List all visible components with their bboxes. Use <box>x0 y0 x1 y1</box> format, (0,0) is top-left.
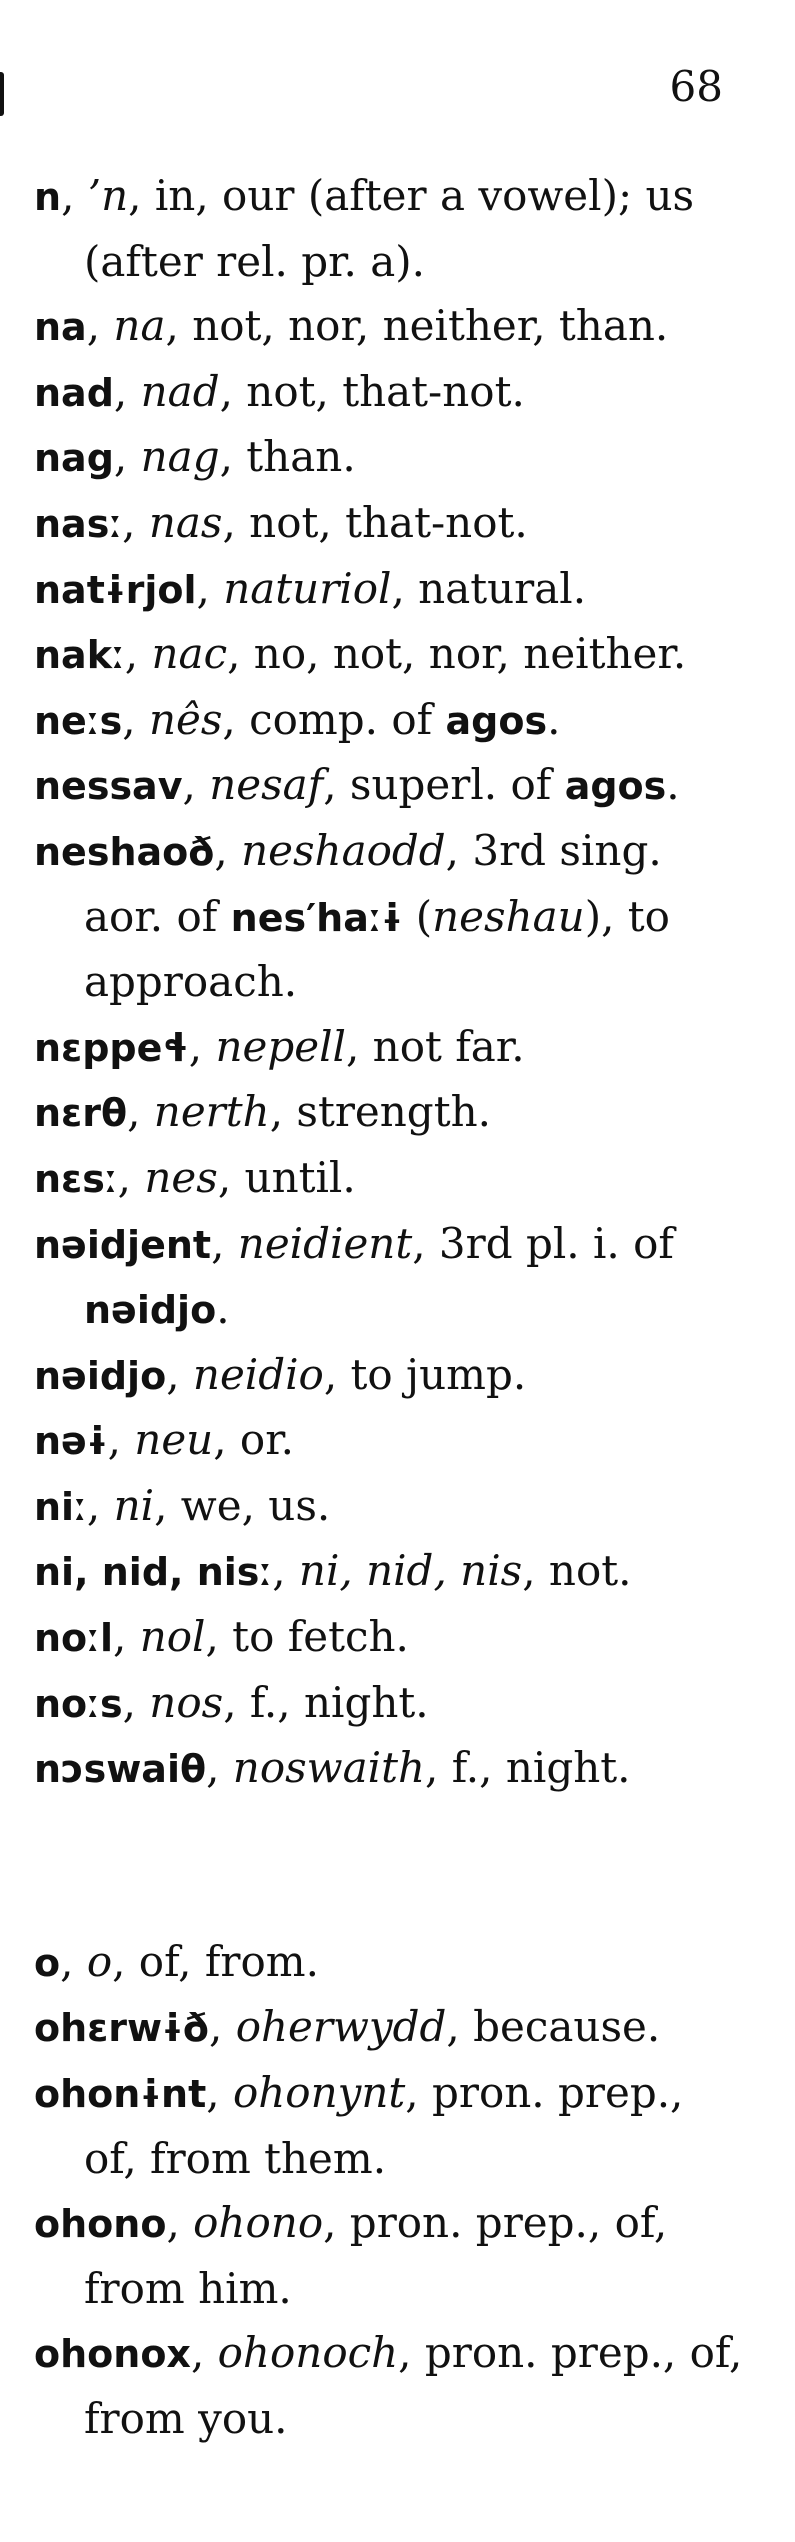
entry-text: ), to approach. <box>84 891 670 1007</box>
dictionary-entry <box>34 360 744 426</box>
dictionary-entry <box>34 1995 744 2061</box>
dictionary-entry <box>34 1736 744 1802</box>
entry-text: , not. <box>522 1546 632 1596</box>
headword: neshaoð <box>34 829 215 874</box>
welsh-form: nol <box>139 1612 206 1662</box>
entry-text: . <box>216 1284 230 1334</box>
headword: noːs <box>34 1681 123 1726</box>
welsh-form: ohono <box>193 2198 324 2248</box>
entry-text: , 3rd pl. i. of <box>412 1218 674 1268</box>
headword: nag <box>34 436 114 481</box>
entry-text: , <box>61 171 88 220</box>
welsh-form: ’n <box>87 171 129 220</box>
entry-text: , pron. prep., of, from him. <box>84 2198 668 2313</box>
entry-text: , pron. prep., of, from them. <box>84 2068 684 2183</box>
dictionary-entry <box>34 1474 744 1540</box>
welsh-form: neidio <box>192 1349 324 1399</box>
entry-text: , <box>60 1936 87 1986</box>
headword: nɔswaiθ <box>34 1747 207 1792</box>
entry-text: , we, us. <box>154 1480 331 1530</box>
dictionary-entry <box>34 2191 744 2321</box>
headword: nessav <box>34 764 183 809</box>
entry-text: . <box>666 760 680 810</box>
headword: ohonɨnt <box>34 2072 207 2117</box>
entry-text: , <box>107 1415 135 1465</box>
entry-text: , <box>122 694 149 744</box>
entry-text: , <box>122 1677 150 1727</box>
entry-text: , superl. of <box>323 760 565 810</box>
entry-text: , f., night. <box>223 1677 429 1727</box>
entry-text: , or. <box>213 1415 295 1465</box>
entry-text: , strength. <box>269 1087 491 1137</box>
headword: nɛppeɬ <box>34 1025 189 1070</box>
cross-reference: agos <box>445 698 548 743</box>
welsh-form: neidient <box>237 1218 413 1268</box>
welsh-form: neu <box>134 1415 214 1465</box>
entry-text: , natural. <box>391 563 587 613</box>
entry-text: , <box>86 1480 114 1530</box>
entry-text: , not, that-not. <box>222 497 528 547</box>
welsh-form: na <box>113 301 166 351</box>
welsh-form: nês <box>148 694 223 744</box>
entry-text: , <box>188 1021 216 1071</box>
entry-text: , to jump. <box>323 1349 527 1399</box>
entry-text: , <box>86 301 114 351</box>
headword: neːs <box>34 698 123 743</box>
dictionary-entry <box>34 2061 744 2191</box>
entry-text: , <box>117 1152 145 1202</box>
dictionary-entry <box>34 1146 744 1212</box>
headword: nɛsː <box>34 1156 118 1201</box>
headword: ohono <box>34 2202 167 2247</box>
entry-text: , not far. <box>345 1021 525 1071</box>
headword: nɛrθ <box>34 1091 128 1136</box>
welsh-form: ni, nid, nis <box>298 1546 523 1596</box>
cross-reference: agos <box>564 764 667 809</box>
dictionary-entry <box>34 2321 744 2451</box>
headword: nasː <box>34 501 123 546</box>
headword: n <box>34 175 62 219</box>
entry-text: , no, not, nor, neither. <box>227 629 687 679</box>
dictionary-entry <box>34 294 744 360</box>
dictionary-entry <box>34 1930 744 1996</box>
entry-text: , to fetch. <box>205 1612 409 1662</box>
welsh-form: nad <box>140 366 220 416</box>
welsh-form: neshau <box>432 891 585 941</box>
welsh-form: nerth <box>153 1087 270 1137</box>
dictionary-entry <box>34 425 744 491</box>
section-gap <box>34 1802 744 1930</box>
entry-text: , in, our (after a vowel); us (after rel. pr. a). <box>84 171 695 286</box>
entry-text: , 3rd sing. aor. of <box>84 825 662 941</box>
entry-text: , <box>196 563 224 613</box>
dictionary-entry <box>34 1671 744 1737</box>
dictionary-entry <box>34 164 744 294</box>
headword: ni, nid, nisː <box>34 1550 273 1595</box>
entry-text: , than. <box>219 432 356 482</box>
entry-text: , <box>214 825 242 875</box>
welsh-form: nesaf <box>209 760 324 810</box>
headword: nakː <box>34 633 125 678</box>
welsh-form: ni <box>113 1480 155 1530</box>
welsh-form: naturiol <box>223 563 392 613</box>
dictionary-entry <box>34 1605 744 1671</box>
entry-text: , <box>166 1349 193 1399</box>
entry-text: , comp. of <box>222 694 446 744</box>
headword: ohonox <box>34 2332 191 2377</box>
headword: nəidjo <box>34 1353 167 1398</box>
entry-text: , <box>211 1218 238 1268</box>
headword: nəidjent <box>34 1222 212 1267</box>
welsh-form: nac <box>151 629 228 679</box>
dictionary-entry <box>34 622 744 688</box>
headword: o <box>34 1940 61 1985</box>
headword: niː <box>34 1484 87 1529</box>
entry-text: , <box>124 629 152 679</box>
entry-text: , not, that-not. <box>219 366 525 416</box>
welsh-form: nag <box>140 432 220 482</box>
headword: na <box>34 305 87 350</box>
dictionary-entry <box>34 491 744 557</box>
entry-text: , <box>166 2198 194 2248</box>
cross-reference: nəidjo <box>84 1288 217 1333</box>
welsh-form: o <box>86 1936 113 1986</box>
entry-text: . <box>547 694 561 744</box>
dictionary-entry <box>34 1080 744 1146</box>
welsh-form: nos <box>149 1677 224 1727</box>
headword: nad <box>34 370 114 415</box>
dictionary-entry <box>34 557 744 623</box>
dictionary-entry <box>34 819 744 1015</box>
welsh-form: noswaith <box>232 1743 426 1793</box>
entry-text: , pron. prep., of, from you. <box>84 2328 743 2443</box>
entry-text: , <box>272 1546 299 1596</box>
headword: natɨrjol <box>34 567 197 612</box>
entry-text: , of, from. <box>112 1936 319 1986</box>
entry-text: , <box>122 497 149 547</box>
entry-text: , <box>113 432 141 482</box>
entry-text: , <box>206 1743 233 1793</box>
dictionary-entry <box>34 1212 744 1343</box>
entry-text: ( <box>402 891 433 941</box>
headword: ohɛrwɨð <box>34 2006 209 2051</box>
entry-text: , <box>190 2328 218 2378</box>
welsh-form: ohonynt <box>232 2068 406 2118</box>
dictionary-entry <box>34 1343 744 1409</box>
welsh-form: oherwydd <box>235 2002 447 2052</box>
entry-text: , <box>127 1087 154 1137</box>
entry-text: , <box>182 760 210 810</box>
dictionary-entry <box>34 1539 744 1605</box>
welsh-form: nes <box>144 1152 218 1202</box>
welsh-form: nepell <box>215 1021 346 1071</box>
cross-reference: nes′haːɨ <box>230 895 403 940</box>
entry-text: , <box>113 366 141 416</box>
entry-text: , because. <box>446 2002 661 2052</box>
welsh-form: nas <box>148 497 223 547</box>
left-edge-mark <box>0 72 4 116</box>
entry-text: , until. <box>217 1152 356 1202</box>
dictionary-entry <box>34 753 744 819</box>
headword: noːl <box>34 1616 113 1661</box>
dictionary-entry <box>34 688 744 754</box>
entry-text: , f., night. <box>425 1743 631 1793</box>
headword: nəɨ <box>34 1419 108 1464</box>
welsh-form: ohonoch <box>217 2328 399 2378</box>
entry-text: , <box>113 1612 140 1662</box>
welsh-form: neshaodd <box>241 825 446 875</box>
dictionary-entry <box>34 1408 744 1474</box>
entry-text: , <box>206 2068 233 2118</box>
entry-text: , not, nor, neither, than. <box>165 301 669 351</box>
dictionary-entry <box>34 1015 744 1081</box>
page-number: 68 <box>669 62 723 111</box>
entry-text: , <box>209 2002 236 2052</box>
entry-list <box>34 164 744 2452</box>
